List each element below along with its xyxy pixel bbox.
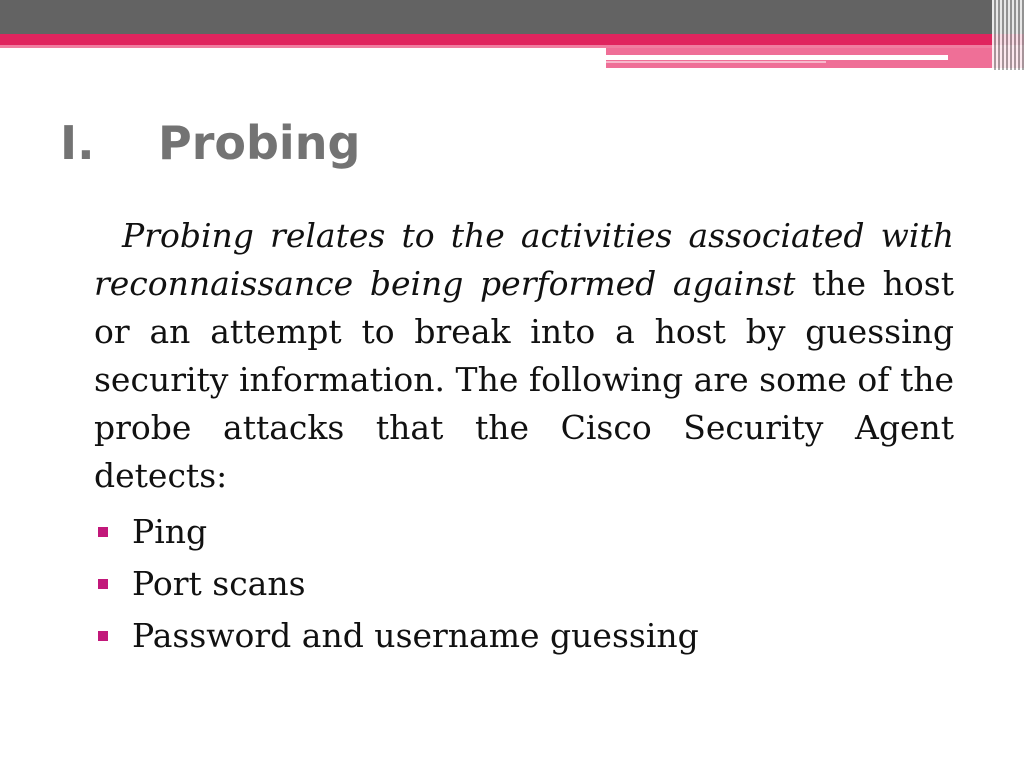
header-stripes xyxy=(992,0,1024,70)
slide-title xyxy=(60,116,360,170)
body-paragraph xyxy=(94,212,954,500)
square-bullet-icon xyxy=(98,527,108,537)
bullet-text: Password and username guessing xyxy=(132,616,699,655)
slide-body xyxy=(94,212,954,662)
list-item xyxy=(94,506,954,558)
bullet-list xyxy=(94,506,954,662)
title-text: Probing xyxy=(158,116,361,170)
list-item xyxy=(94,558,954,610)
bullet-text: Port scans xyxy=(132,564,306,603)
header-pink-tab-line xyxy=(606,61,826,63)
square-bullet-icon xyxy=(98,579,108,589)
paragraph-rest: the host or an attempt to break into a host by guessing security information. The following are some of the probe attacks that the Cisco Security Agent detects: xyxy=(94,264,954,495)
header-pink-tab-inner xyxy=(606,55,948,60)
header-gray-bar xyxy=(0,0,1024,34)
header-pink-band xyxy=(0,34,1024,45)
paragraph-italic-lead: Probing relates to the activities associated with reconnaissance being performed against xyxy=(94,216,954,303)
title-number: I. xyxy=(60,116,95,170)
square-bullet-icon xyxy=(98,631,108,641)
bullet-text: Ping xyxy=(132,512,208,551)
list-item xyxy=(94,610,954,662)
